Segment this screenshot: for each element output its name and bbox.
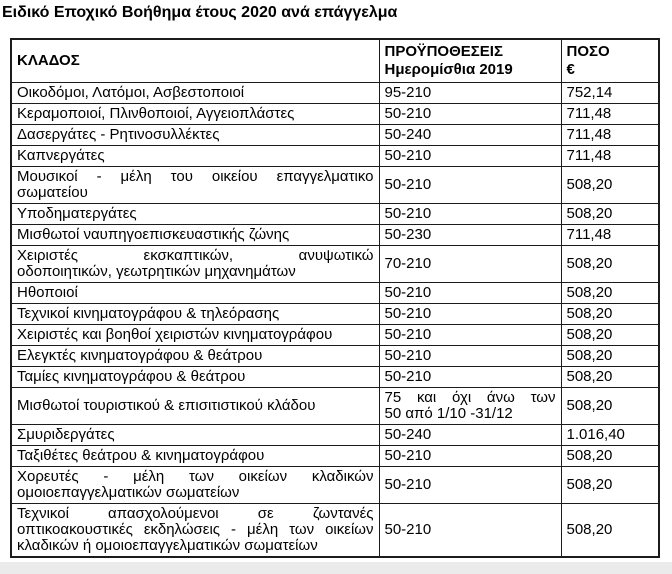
cell-line: Οικοδόμοι, Λατόμοι, Ασβεστοποιοί <box>17 84 245 101</box>
header-klados-label: ΚΛΑΔΟΣ <box>17 52 80 69</box>
conditions-cell <box>379 446 561 467</box>
conditions-cell <box>379 367 561 388</box>
header-conditions-line2: Ημερομίσθια 2019 <box>384 61 513 78</box>
cell-line: Ταμίες κινηματογράφου & θεάτρου <box>17 368 246 385</box>
conditions-cell <box>379 246 561 283</box>
header-klados <box>11 39 379 83</box>
table-row <box>11 325 659 346</box>
cell-line: Μισθωτοί ναυπηγοεπισκευαστικής ζώνης <box>17 226 290 243</box>
header-amount <box>561 39 659 83</box>
cell-line: Δασεργάτες - Ρητινοσυλλέκτες <box>17 126 220 143</box>
amount-cell: 711,48 <box>561 146 659 167</box>
table-row <box>11 304 659 325</box>
conditions-cell <box>379 283 561 304</box>
table-row <box>11 425 659 446</box>
header-amount-line2: € <box>566 61 575 78</box>
amount-cell: 508,20 <box>561 467 659 504</box>
table-row <box>11 146 659 167</box>
conditions-cell <box>379 225 561 246</box>
benefit-table <box>10 38 660 558</box>
cell-line: 70-210 <box>384 255 432 272</box>
cell-line: 75 και όχι άνω των <box>384 389 556 406</box>
klados-cell <box>11 246 379 283</box>
amount-cell: 1.016,40 <box>561 425 659 446</box>
klados-cell <box>11 467 379 504</box>
klados-cell <box>11 304 379 325</box>
cell-line: 50-210 <box>384 326 432 343</box>
conditions-cell <box>379 125 561 146</box>
cell-line: 50-210 <box>384 447 432 464</box>
table-row <box>11 246 659 283</box>
table-row <box>11 104 659 125</box>
amount-cell: 508,20 <box>561 346 659 367</box>
cell-line: Σμυριδεργάτες <box>17 426 115 443</box>
amount-cell: 711,48 <box>561 104 659 125</box>
cell-line: κλαδικών ή ομοιοεπαγγελματικών σωματείων <box>17 537 318 554</box>
cell-line: Ελεγκτές κινηματογράφου & θεάτρου <box>17 347 263 364</box>
klados-cell <box>11 283 379 304</box>
cell-line: οπτικοακουστικές εκδηλώσεις - μέλη των οικείων <box>17 521 374 538</box>
klados-cell <box>11 125 379 146</box>
cell-line: Κεραμοποιοί, Πλινθοποιοί, Αγγειοπλάστες <box>17 105 295 122</box>
cell-line: Τεχνικοί απασχολούμενοι σε ζωντανές <box>17 505 374 522</box>
amount-cell: 508,20 <box>561 367 659 388</box>
cell-line: Χειριστές εκσκαπτικών, ανυψωτικώ <box>17 247 374 264</box>
amount-cell: 508,20 <box>561 388 659 425</box>
amount-cell: 508,20 <box>561 167 659 204</box>
cell-line: Καπνεργάτες <box>17 147 105 164</box>
cell-line: 50-210 <box>384 305 432 322</box>
amount-cell: 711,48 <box>561 225 659 246</box>
cell-line: οδοποιητικών, γεωτρητικών μηχανημάτων <box>17 263 296 280</box>
cell-line: 50-210 <box>384 347 432 364</box>
table-header-row <box>11 39 659 83</box>
cell-line: Χορευτές - μέλη των οικείων κλαδικών <box>17 468 374 485</box>
conditions-cell <box>379 304 561 325</box>
amount-cell: 508,20 <box>561 504 659 558</box>
table-row <box>11 367 659 388</box>
header-conditions <box>379 39 561 83</box>
header-conditions-line1: ΠΡΟΫΠΟΘΕΣΕΙΣ <box>384 43 503 60</box>
cell-line: Μουσικοί - μέλη του οικείου επαγγελματικο <box>17 168 374 185</box>
cell-line: Ταξιθέτες θεάτρου & κινηματογράφου <box>17 447 265 464</box>
amount-cell: 752,14 <box>561 83 659 104</box>
cell-line: 50-210 <box>384 105 432 122</box>
cell-line: 50-210 <box>384 205 432 222</box>
table-row <box>11 204 659 225</box>
table-row <box>11 167 659 204</box>
klados-cell <box>11 446 379 467</box>
table-body <box>11 83 659 558</box>
cell-line: Υποδηματεργάτες <box>17 205 137 222</box>
cell-line: 50-210 <box>384 521 432 538</box>
table-row <box>11 467 659 504</box>
klados-cell <box>11 367 379 388</box>
cell-line: 95-210 <box>384 84 432 101</box>
klados-cell <box>11 225 379 246</box>
cell-line: Τεχνικοί κινηματογράφου & τηλεόρασης <box>17 305 280 322</box>
page-title: Ειδικό Εποχικό Βοήθημα έτους 2020 ανά επάγγελμα <box>2 4 398 21</box>
table-row <box>11 346 659 367</box>
cell-line: 50-210 <box>384 147 432 164</box>
amount-cell: 508,20 <box>561 246 659 283</box>
cell-line: 50-210 <box>384 476 432 493</box>
table-row <box>11 125 659 146</box>
klados-cell <box>11 425 379 446</box>
klados-cell <box>11 504 379 558</box>
cell-line: ομοιοεπαγγελματικών σωματείων <box>17 484 240 501</box>
cell-line: 50-240 <box>384 126 432 143</box>
cell-line: Χειριστές και βοηθοί χειριστών κινηματογράφου <box>17 326 333 343</box>
conditions-cell <box>379 425 561 446</box>
table-row <box>11 504 659 558</box>
conditions-cell <box>379 388 561 425</box>
cell-line: 50-240 <box>384 426 432 443</box>
page-bottom-strip <box>0 562 672 574</box>
conditions-cell <box>379 83 561 104</box>
cell-line: 50-210 <box>384 176 432 193</box>
header-amount-line1: ΠΟΣΟ <box>566 43 610 60</box>
conditions-cell <box>379 204 561 225</box>
table-row <box>11 283 659 304</box>
conditions-cell <box>379 467 561 504</box>
conditions-cell <box>379 146 561 167</box>
klados-cell <box>11 167 379 204</box>
table-row <box>11 83 659 104</box>
klados-cell <box>11 104 379 125</box>
klados-cell <box>11 204 379 225</box>
conditions-cell <box>379 104 561 125</box>
klados-cell <box>11 146 379 167</box>
conditions-cell <box>379 346 561 367</box>
conditions-cell <box>379 167 561 204</box>
klados-cell <box>11 325 379 346</box>
klados-cell <box>11 388 379 425</box>
conditions-cell <box>379 504 561 558</box>
table-row <box>11 225 659 246</box>
cell-line: Μισθωτοί τουριστικού & επισιτιστικού κλάδου <box>17 397 316 414</box>
cell-line: σωματείου <box>17 184 88 201</box>
amount-cell: 508,20 <box>561 304 659 325</box>
cell-line: Ηθοποιοί <box>17 284 78 301</box>
klados-cell <box>11 346 379 367</box>
amount-cell: 508,20 <box>561 283 659 304</box>
amount-cell: 508,20 <box>561 325 659 346</box>
table-row <box>11 388 659 425</box>
cell-line: 50-210 <box>384 368 432 385</box>
conditions-cell <box>379 325 561 346</box>
table-row <box>11 446 659 467</box>
klados-cell <box>11 83 379 104</box>
amount-cell: 508,20 <box>561 204 659 225</box>
cell-line: 50-230 <box>384 226 432 243</box>
cell-line: 50-210 <box>384 284 432 301</box>
amount-cell: 508,20 <box>561 446 659 467</box>
cell-line: 50 από 1/10 -31/12 <box>384 405 513 422</box>
amount-cell: 711,48 <box>561 125 659 146</box>
